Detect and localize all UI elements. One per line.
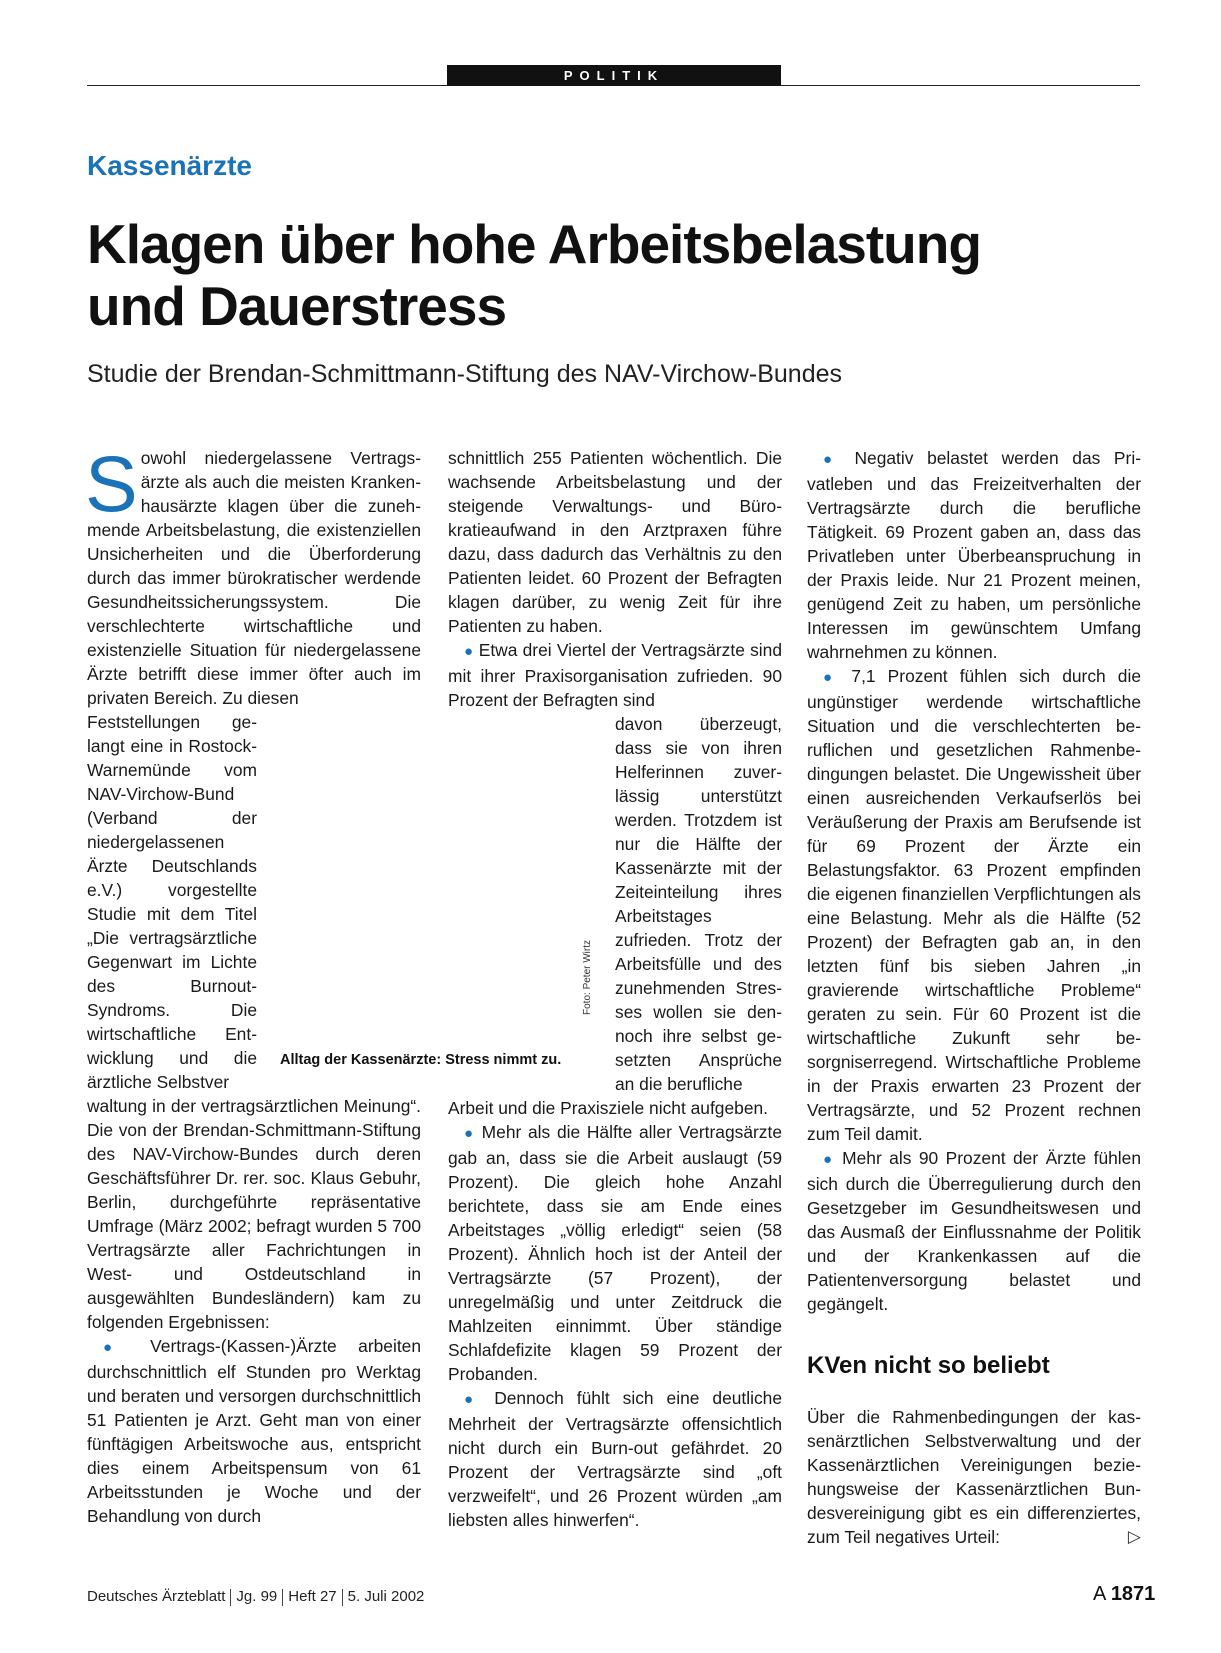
publication-name: Deutsches Ärzteblatt — [87, 1588, 226, 1605]
divider — [342, 1589, 343, 1606]
headline-line-1: Klagen über hohe Arbeitsbelastung — [87, 213, 981, 275]
paragraph: Arbeit und die Praxisziele nicht aufgeben. — [448, 1098, 768, 1118]
bullet-icon: ● — [464, 643, 474, 660]
paragraph-text: Vertrags-(Kassen-)Ärzte arbeiten durchschnittlich elf Stunden pro Werktag und beraten und versorgen durchschnittlich 51 Patienten je Arzt. Geht man von einer fünftägigen Arbeitswoche aus, entspricht dies einem Arbeitspensum von 61 Arbeitsstunden je Woche und der Behandlung von durch — [87, 1336, 422, 1526]
divider — [282, 1589, 283, 1606]
paragraph: schnittlich 255 Patienten wöchentlich. Die wachsende Arbeitsbelastung und der steigende Verwaltungs- und Bürokratieaufwand in den Arztpraxen führe dazu, dass dadurch das Verhältnis zu den Patienten leidet. 60 Prozent der Befragten klagen darüber, zu wenig Zeit für ihre Patienten zu haben. — [448, 448, 782, 636]
paragraph — [807, 1405, 1141, 1549]
paragraph-text: Dennoch fühlt sich eine deutliche Mehrheit der Vertragsärzte offensichtlich nicht durch ein Burn-out gefährdet. 20 Prozent der Vertragsärzte sind „oft verzweifelt“, und 26 Prozent würden „am liebsten alles hinwerfen“. — [448, 1388, 783, 1530]
bullet-paragraph — [448, 638, 782, 712]
bullet-icon: ● — [103, 1339, 129, 1356]
text-column-3 — [807, 446, 1141, 1549]
page-number — [1093, 1583, 1155, 1606]
continue-arrow-icon[interactable]: ▷ — [1127, 1527, 1141, 1546]
paragraph-narrow: Feststellungen gelangt eine in Rostock-Warnemünde vom NAV-Virchow-Bund (Verband der niedergelassenen Ärzte Deutschlands e.V.) vorgestellte Studie mit dem Titel „Die vertragsärztliche Gegenwart im Lichte des Burnout-Syndroms. Die wirtschaftliche Entwicklung und die ärztliche Selbstver — [87, 712, 257, 1092]
page-number-value: 1871 — [1110, 1583, 1156, 1605]
bullet-paragraph — [448, 1120, 782, 1386]
section-heading: KVen nicht so beliebt — [807, 1352, 1050, 1379]
footer-publication-info — [87, 1588, 424, 1606]
paragraph-text: Über die Rahmenbedingungen der kassenärztlichen Selbstverwaltung und der Kassenärztlichen Vereinigungen beziehungsweise der Kassenärztlichen Bundesvereinigung gibt es ein differenziertes, zum Teil negatives Urteil: — [807, 1407, 1141, 1547]
photo-placeholder — [260, 710, 610, 1080]
drop-cap: S — [85, 439, 138, 528]
bullet-paragraph — [448, 1386, 782, 1532]
paragraph-text: 7,1 Prozent fühlen sich durch die ungünstiger werdende wirtschaftliche Situation und die verschlechterten beruflichen und gesetzlichen Rahmenbedingungen belastet. Die Ungewissheit über einen ausreichenden Verkaufserlös bei Veräußerung der Praxis am Berufsende ist für 69 Prozent der Ärzte ein Belastungsfaktor. 63 Prozent empfinden die eigenen finanziellen Verpflichtungen als eine Belastung. Mehr als die Hälfte (52 Prozent) der Befragten gab an, in den letzten fünf bis sieben Jahren „in gravierende wirtschaftliche Probleme“ geraten zu sein. Für 60 Prozent ist die wirtschaftliche Zukunft sehr besorgniserregend. Wirtschaftliche Probleme in der Praxis erwarten 23 Prozent der Vertragsärzte, und 52 Prozent rechnen zum Teil damit. — [807, 666, 1141, 1144]
bullet-paragraph — [807, 664, 1141, 1146]
article-headline — [87, 213, 1147, 337]
bullet-icon: ● — [464, 1391, 482, 1408]
bullet-paragraph — [807, 446, 1141, 664]
article-subtitle: Studie der Brendan-Schmittmann-Stiftung des NAV-Virchow-Bundes — [87, 360, 843, 388]
bullet-paragraph — [807, 1146, 1141, 1316]
issue-date: 5. Juli 2002 — [347, 1588, 425, 1605]
photo-caption: Alltag der Kassenärzte: Stress nimmt zu. — [280, 1052, 562, 1068]
volume: Jg. 99 — [236, 1588, 278, 1605]
headline-line-2: und Dauerstress — [87, 275, 507, 337]
article-kicker: Kassenärzte — [87, 150, 252, 181]
paragraph-text: Negativ belastet werden das Privatleben und das Freizeitverhalten der Vertragsärzte durch die berufliche Tätigkeit. 69 Prozent gaben an, dass das Privatleben unter Überbeanspruchung in der Praxis leide. Nur 21 Prozent meinen, genügend Zeit zu haben, um persönliche Interessen im gewünschtem Umfang wahrnehmen zu können. — [807, 448, 1141, 662]
paragraph-text: owohl niedergelassene Vertragsärzte als auch die meisten Krankenhausärzte klagen über die zunehmende Arbeitsbelastung, die existenziellen Unsicherheiten und die Überforderung durch das immer bürokratischer werdende Gesundheitssicherungssystem. Die verschlechterte wirtschaftliche und existenzielle Situation für niedergelassene Ärzte betrifft diese immer öfter auch im privaten Bereich. Zu diesen — [87, 448, 421, 708]
paragraph-text: Etwa drei Viertel der Vertragsärzte sind mit ihrer Praxisorganisation zufrieden. 90 Prozent der Befragten sind — [448, 640, 783, 710]
page-prefix: A — [1093, 1583, 1106, 1605]
bullet-icon: ● — [823, 669, 840, 686]
divider — [230, 1589, 231, 1606]
issue: Heft 27 — [288, 1588, 337, 1605]
paragraph-narrow: davon überzeugt, dass sie von ihren Helferinnen zuverlässig unterstützt werden. Trotzdem ist nur die Hälfte der Kassenärzte mit der Zeiteinteilung ihres Arbeitstages zufrieden. Trotz der Arbeitsfülle und des zunehmenden Stresses wollen sie dennoch ihre selbst gesetzten Ansprüche an die berufliche — [615, 714, 782, 1094]
paragraph-text: Mehr als die Hälfte aller Vertragsärzte gab an, dass sie die Arbeit auslaugt (59 Prozent). Die gleich hohe Anzahl berichtete, dass sie am Ende eines Arbeitstages „völlig erledigt“ seien (58 Prozent). Ähnlich hoch ist der Anteil der Vertragsärzte (57 Prozent), der unregelmäßig und unter Zeitdruck die Mahlzeiten einnimmt. Über ständige Schlafdefizite klagen 59 Prozent der Probanden. — [448, 1122, 783, 1384]
photo-credit: Foto: Peter Wirtz — [582, 939, 593, 1015]
paragraph: waltung in der vertragsärztlichen Meinung“. Die von der Brendan-Schmittmann-Stiftung des NAV-Virchow-Bundes durch deren Geschäftsführer Dr. rer. soc. Klaus Gebuhr, Berlin, durchgeführte repräsentative Umfrage (März 2002; befragt wurden 5 700 Vertragsärzte aller Fachrichtungen in West- und Ostdeutschland in ausgewählten Bundesländern) kam zu folgenden Ergebnissen: — [87, 1096, 421, 1332]
paragraph — [85, 439, 421, 710]
bullet-icon: ● — [823, 1151, 835, 1168]
section-rubric: POLITIK — [447, 65, 781, 86]
bullet-icon: ● — [823, 451, 841, 468]
bullet-icon: ● — [464, 1125, 475, 1142]
paragraph-text: Mehr als 90 Prozent der Ärzte fühlen sich durch die Überregulierung durch den Gesetzgeber im Gesundheitswesen und das Ausmaß der Einflussnahme der Politik und der Krankenkassen auf die Patientenversorgung belastet und gegängelt. — [807, 1148, 1141, 1314]
bullet-paragraph — [87, 1334, 421, 1528]
